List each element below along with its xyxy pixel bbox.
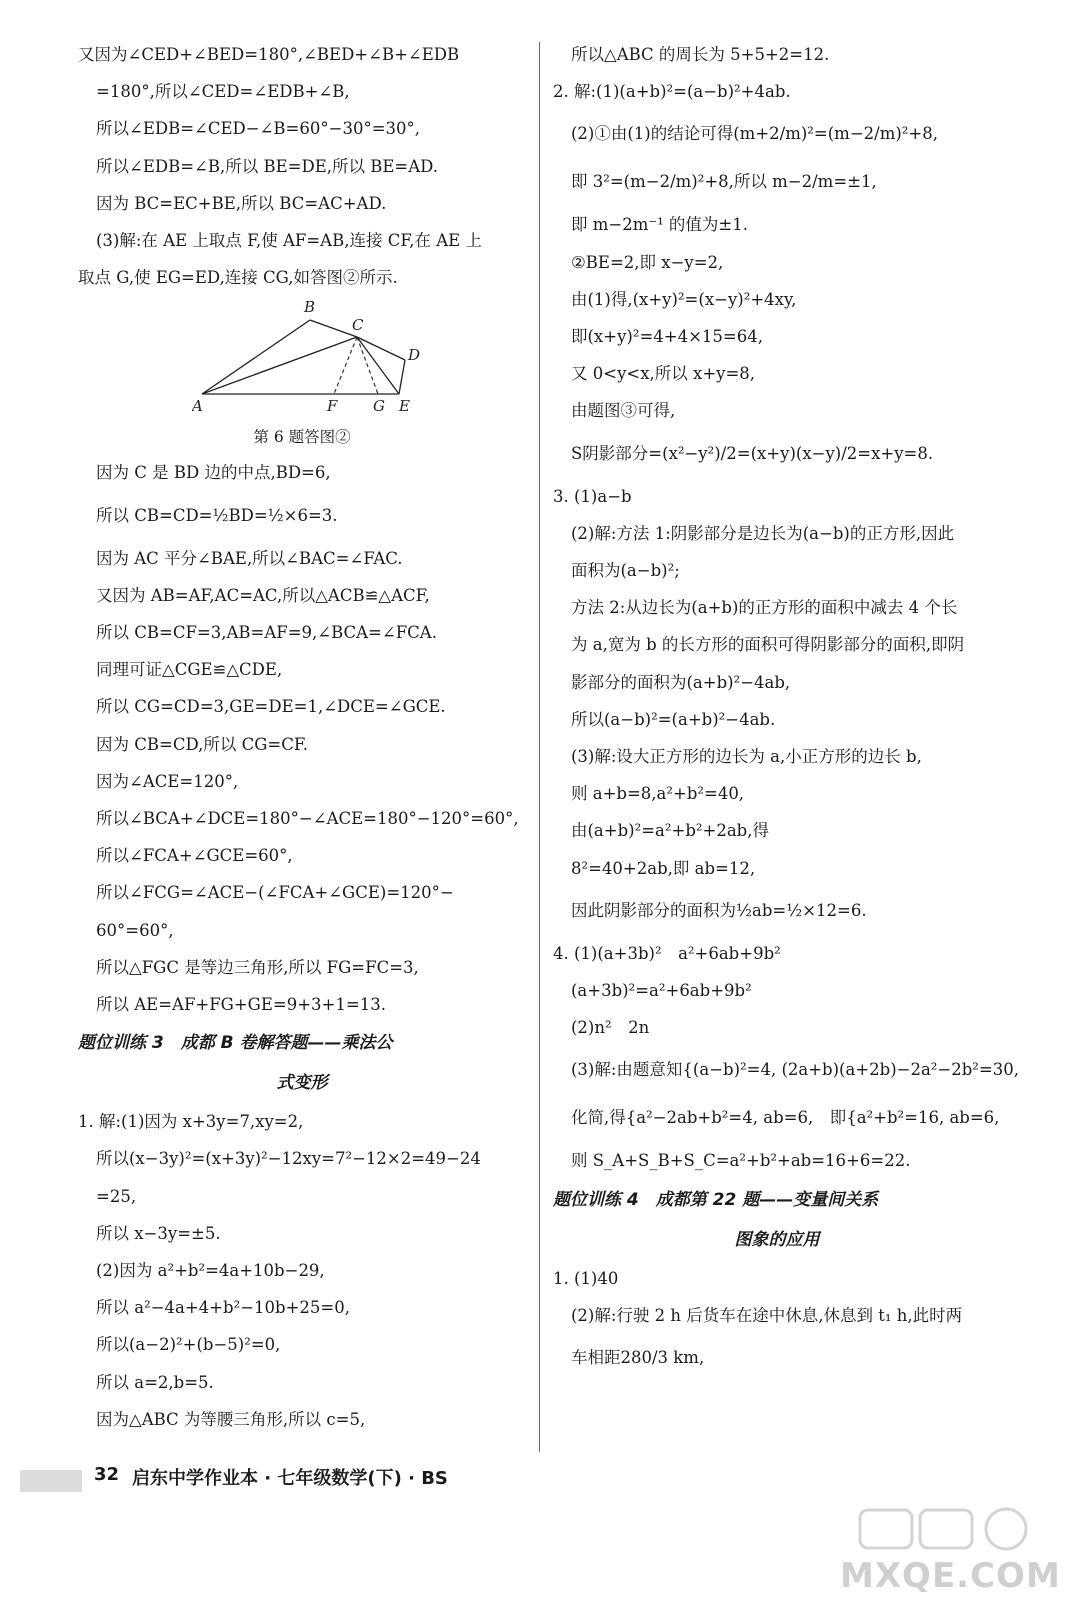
text-line: 所以(x−3y)²=(x+3y)²−12xy=7²−12×2=49−24	[96, 1149, 481, 1169]
text-line: 所以∠EDB=∠CED−∠B=60°−30°=30°,	[96, 119, 421, 139]
text-line: 取点 G,使 EG=ED,连接 CG,如答图②所示.	[78, 268, 398, 288]
text-line: 4. (1)(a+3b)² a²+6ab+9b²	[553, 943, 781, 963]
left-column	[78, 36, 526, 1438]
label-a: A	[192, 397, 203, 416]
text-line: 所以 a²−4a+4+b²−10b+25=0,	[96, 1298, 350, 1318]
text-line: 所以△FGC 是等边三角形,所以 FG=FC=3,	[96, 957, 419, 977]
text-line: 所以∠BCA+∠DCE=180°−∠ACE=180°−120°=60°,	[96, 809, 519, 829]
text-line: 所以 x−3y=±5.	[96, 1223, 221, 1243]
text-line: 所以 a=2,b=5.	[96, 1372, 214, 1392]
page-number: 32	[94, 1464, 120, 1485]
text-line: 1. (1)40	[553, 1268, 619, 1288]
label-b: B	[304, 298, 316, 317]
text-line: (3)解:由题意知{(a−b)²=4, (2a+b)(a+2b)−2a²−2b²=30,	[571, 1060, 1019, 1080]
label-f: F	[327, 397, 338, 416]
text-line: 又因为∠CED+∠BED=180°,∠BED+∠B+∠EDB	[78, 45, 460, 64]
text-line: 所以△ABC 的周长为 5+5+2=12.	[571, 45, 830, 64]
text-line: 2. 解:(1)(a+b)²=(a−b)²+4ab.	[553, 82, 791, 102]
text-line: 因此阴影部分的面积为½ab=½×12=6.	[571, 900, 867, 920]
text-line: (3)解:设大正方形的边长为 a,小正方形的边长 b,	[571, 747, 922, 767]
text-line: 所以∠FCG=∠ACE−(∠FCA+∠GCE)=120°−	[96, 883, 454, 903]
text-line: =25,	[96, 1186, 137, 1206]
text-line: 1. 解:(1)因为 x+3y=7,xy=2,	[78, 1112, 304, 1132]
text-line: 由(a+b)²=a²+b²+2ab,得	[571, 821, 769, 841]
text-line: 所以∠FCA+∠GCE=60°,	[96, 846, 293, 866]
column-divider	[539, 42, 540, 1452]
figure-caption: 第 6 题答图②	[253, 428, 351, 447]
text-line: (2)解:方法 1:阴影部分是边长为(a−b)的正方形,因此	[571, 523, 955, 543]
text-line: 影部分的面积为(a+b)²−4ab,	[571, 672, 791, 692]
text-line: 60°=60°,	[96, 920, 174, 940]
text-line: 化简,得{a²−2ab+b²=4, ab=6, 即{a²+b²=16, ab=6,	[571, 1108, 1000, 1128]
text-line: 车相距280/3 km,	[571, 1348, 705, 1368]
text-line: (2)n² 2n	[571, 1018, 650, 1038]
text-line: 因为 C 是 BD 边的中点,BD=6,	[96, 463, 331, 483]
text-line: 因为△ABC 为等腰三角形,所以 c=5,	[96, 1409, 366, 1429]
right-column	[553, 36, 1019, 1382]
watermark	[840, 1504, 1061, 1596]
text-line: 即(x+y)²=4+4×15=64,	[571, 327, 763, 347]
section-title-cont: 图象的应用	[734, 1229, 820, 1250]
text-line: 因为 CB=CD,所以 CG=CF.	[96, 734, 308, 754]
text-line: (3)解:在 AE 上取点 F,使 AF=AB,连接 CF,在 AE 上	[96, 231, 482, 251]
text-line: 因为 AC 平分∠BAE,所以∠BAC=∠FAC.	[96, 548, 403, 568]
text-line: 同理可证△CGE≌△CDE,	[96, 660, 283, 680]
section-title: 题位训练 4 成都第 22 题——变量间关系	[553, 1189, 879, 1210]
text-line: 又 0<y<x,所以 x+y=8,	[571, 364, 756, 384]
text-line: S阴影部分=(x²−y²)/2=(x+y)(x−y)/2=x+y=8.	[571, 443, 934, 463]
text-line: 为 a,宽为 b 的长方形的面积可得阴影部分的面积,即阴	[571, 635, 965, 655]
text-line: 方法 2:从边长为(a+b)的正方形的面积中减去 4 个长	[571, 598, 958, 618]
text-line: =180°,所以∠CED=∠EDB+∠B,	[96, 82, 350, 102]
page-footer	[20, 1460, 1060, 1500]
text-line: 则 a+b=8,a²+b²=40,	[571, 784, 745, 804]
label-e: E	[399, 397, 410, 416]
text-line: 由题图③可得,	[571, 401, 676, 421]
book-title: 启东中学作业本 · 七年级数学(下) · BS	[132, 1468, 448, 1489]
text-line: 所以 CG=CD=3,GE=DE=1,∠DCE=∠GCE.	[96, 697, 446, 717]
text-line: 8²=40+2ab,即 ab=12,	[571, 858, 756, 878]
label-g: G	[373, 397, 385, 416]
triangle-diagram	[192, 296, 432, 420]
text-line: (a+3b)²=a²+6ab+9b²	[571, 981, 752, 1001]
text-line: 即 m−2m⁻¹ 的值为±1.	[571, 215, 748, 235]
text-line: 面积为(a−b)²;	[571, 561, 680, 581]
text-line: 因为∠ACE=120°,	[96, 771, 239, 791]
text-line: 则 S_A+S_B+S_C=a²+b²+ab=16+6=22.	[571, 1151, 911, 1171]
text-line: 所以 AE=AF+FG+GE=9+3+1=13.	[96, 995, 386, 1015]
section-title-cont: 式变形	[276, 1073, 328, 1094]
text-line: 所以 CB=CF=3,AB=AF=9,∠BCA=∠FCA.	[96, 623, 437, 643]
text-line: (2)因为 a²+b²=4a+10b−29,	[96, 1261, 325, 1281]
text-line: (2)解:行驶 2 h 后货车在途中休息,休息到 t₁ h,此时两	[571, 1305, 963, 1325]
text-line: 3. (1)a−b	[553, 486, 632, 506]
text-line: 即 3²=(m−2/m)²+8,所以 m−2/m=±1,	[571, 172, 877, 192]
watermark-text: MXQE.COM	[840, 1556, 1061, 1596]
text-line: (2)①由(1)的结论可得(m+2/m)²=(m−2/m)²+8,	[571, 124, 938, 144]
text-line: 所以∠EDB=∠B,所以 BE=DE,所以 BE=AD.	[96, 156, 439, 176]
watermark-logo-icon	[840, 1504, 1050, 1554]
text-line: ②BE=2,即 x−y=2,	[571, 252, 724, 272]
text-line: 因为 BC=EC+BE,所以 BC=AC+AD.	[96, 193, 387, 213]
text-line: 所以 CB=CD=½BD=½×6=3.	[96, 505, 338, 525]
text-line: 由(1)得,(x+y)²=(x−y)²+4xy,	[571, 289, 797, 309]
text-line: 又因为 AB=AF,AC=AC,所以△ACB≌△ACF,	[96, 585, 430, 605]
label-d: D	[408, 346, 421, 365]
text-line: 所以(a−2)²+(b−5)²=0,	[96, 1335, 281, 1355]
section-title: 题位训练 3 成都 B 卷解答题——乘法公	[78, 1033, 393, 1054]
footer-bar	[20, 1470, 82, 1492]
label-c: C	[352, 316, 364, 335]
geometry-figure	[78, 296, 526, 420]
text-line: 所以(a−b)²=(a+b)²−4ab.	[571, 709, 776, 729]
